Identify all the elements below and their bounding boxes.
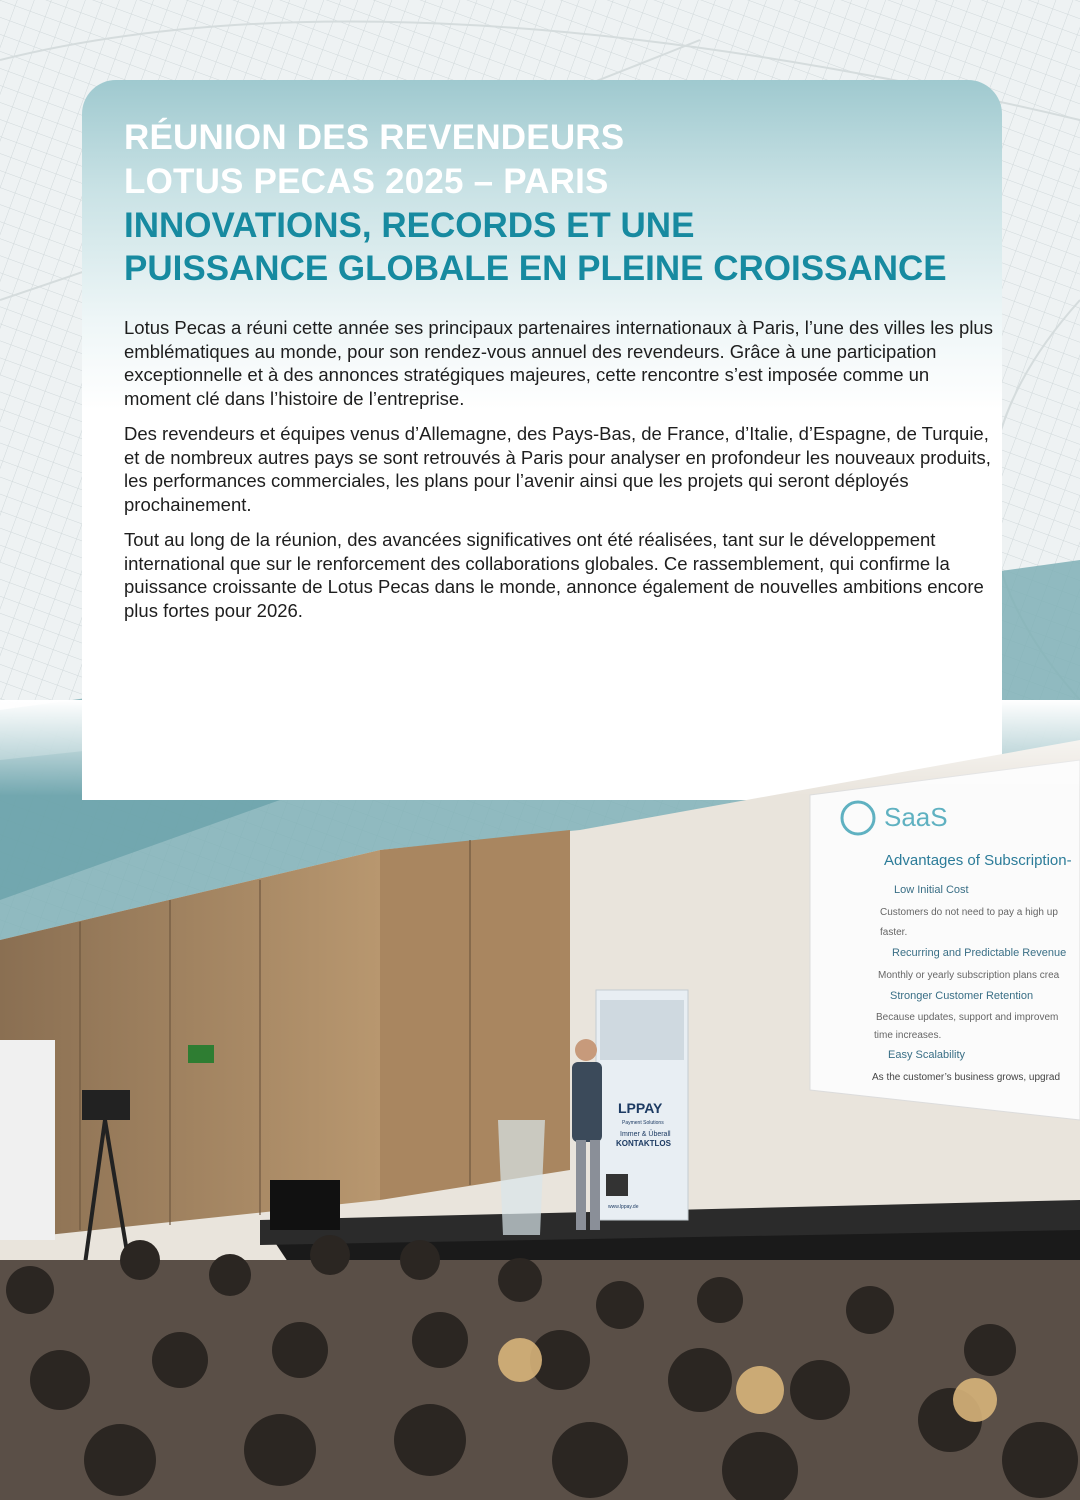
page-title-line-1: RÉUNION DES REVENDEURS bbox=[124, 118, 625, 157]
paragraph-2: Des revendeurs et équipes venus d’Allemagne, des Pays-Bas, de France, d’Italie, d’Espagne, de Turquie, et de nombreux autres pays se sont retrouvés à Paris pour analyser en profondeur les nouveaux produits, les performances commerciales, les plans pour l’avenir ainsi que les projets qui seront déployés prochainement. bbox=[124, 423, 991, 515]
article bbox=[124, 116, 994, 634]
subtitle-line-1: INNOVATIONS, RECORDS ET UNE bbox=[124, 206, 695, 245]
page-title-line-2: LOTUS PECAS 2025 – PARIS bbox=[124, 162, 609, 201]
paragraph-3: Tout au long de la réunion, des avancées significatives ont été réalisées, tant sur le développement international que sur le renforcement des collaborations globales. Ce rassemblement, qui confirme la puissance croissante de Lotus Pecas dans le monde, annonce également de nouvelles ambitions encore plus fortes pour 2026. bbox=[124, 529, 984, 621]
event-photo bbox=[0, 700, 1080, 1500]
paragraph-1: Lotus Pecas a réuni cette année ses principaux partenaires internationaux à Paris, l’une des villes les plus emblématiques au monde, pour son rendez-vous annuel des revendeurs. Grâce à une participation exceptionnelle et à des annonces stratégiques majeures, cette rencontre s’est imposée comme un moment clé dans l’histoire de l’entreprise. bbox=[124, 317, 993, 409]
subtitle-line-2: PUISSANCE GLOBALE EN PLEINE CROISSANCE bbox=[124, 249, 947, 288]
